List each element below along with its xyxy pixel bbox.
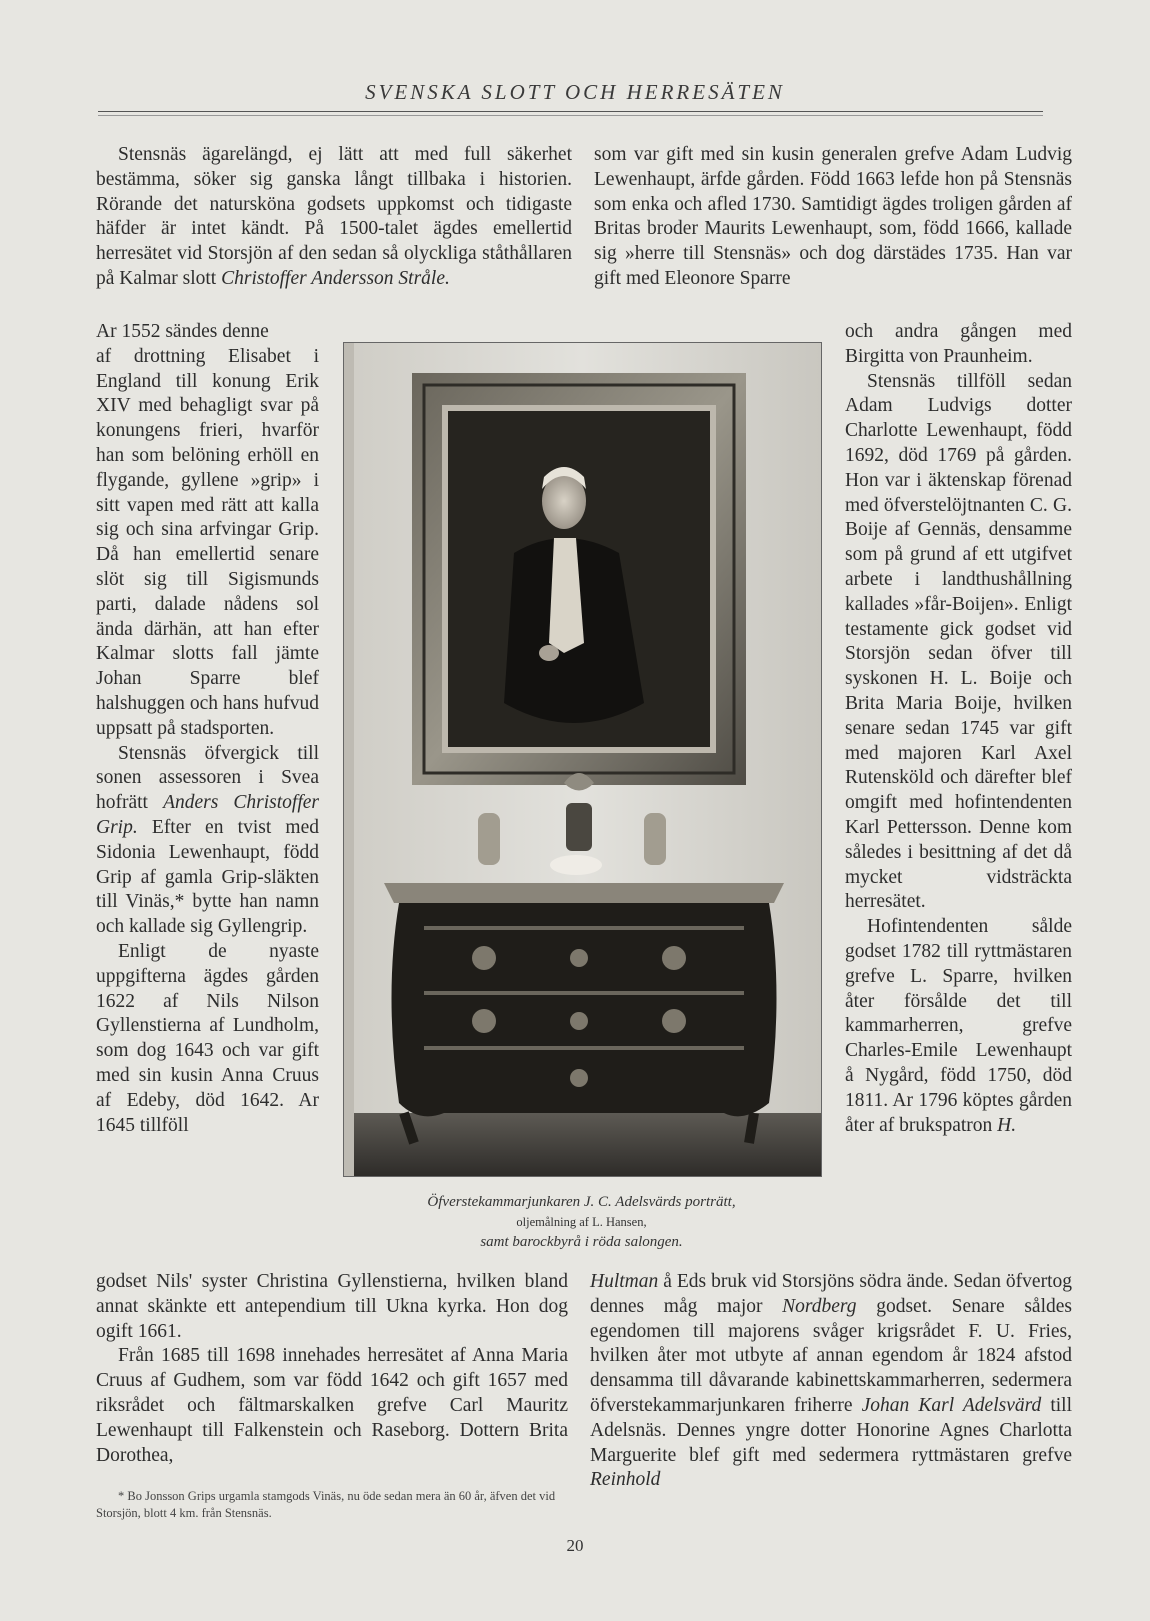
paragraph-text: Ar 1552 sändes denne (96, 321, 269, 342)
paragraph-text: å Eds bruk vid Storsjöns södra ände. Sedan öfvertog dennes måg major (590, 1271, 1072, 1317)
left-column-bottom (96, 1270, 568, 1468)
running-head: SVENSKA SLOTT OCH HERRESÄTEN (365, 80, 785, 104)
paragraph-text: godset. Senare såldes egendomen till majorens svåger krigsrådet F. U. Fries, hvilken åter mot utbyte af annan egendom år 1824 afstod densamma till dåvarande kabinettskammarherren, sedermera öfverstekammarjunkaren friherre (590, 1295, 1072, 1416)
portrait-and-bureau-image (344, 343, 821, 1176)
person-name: H. (997, 1114, 1017, 1136)
paragraph-text: och andra gången med Birgitta von Praunheim. (845, 321, 1072, 367)
page-number: 20 (566, 1536, 584, 1555)
paragraph-text: till Adelsnäs. Dennes yngre dotter Honorine Agnes Charlotta Marguerite blef gift med sedermera ryttmästaren grefve (590, 1394, 1072, 1466)
person-name: Reinhold (590, 1469, 661, 1491)
right-narrow-column (845, 320, 1072, 1138)
caption-line: Öfverstekammarjunkaren J. C. Adelsvärds porträtt, (427, 1194, 736, 1210)
paragraph-text: af drottning Elisabet i England till konung Erik XIV med behagligt svar på konungens frieri, hvarför han som belöning erhöll en flygande, gyllene »grip» i sitt vapen med rätt att kalla sig och sina arfvingar Grip. Då han emellertid senare slöt sig till Sigismunds parti, dalade nådens sol ända därhän, att han efter Kalmar slotts fall jämte Johan Sparre blef halshuggen och hans hufvud uppsatt på stadsporten. (96, 345, 319, 739)
paragraph-text: Hofintendenten sålde godset 1782 till ryttmästaren grefve L. Sparre, hvilken åter försålde det till kammarherren, grefve Charles-Emile Lewenhaupt å Nygård, född 1750, död 1811. Ar 1796 köptes gården åter af brukspatron (845, 916, 1072, 1136)
figure-caption (343, 1192, 820, 1252)
vase-right (644, 813, 666, 865)
person-name: Johan Karl Adelsvärd (861, 1394, 1042, 1416)
paragraph-text: Stensnäs öfvergick till sonen assessoren i Svea hofrätt (96, 742, 319, 814)
person-name: Nordberg (782, 1295, 857, 1317)
left-narrow-column (96, 320, 319, 1138)
person-name: Christoffer Andersson Stråle. (221, 267, 450, 289)
paragraph-text: Från 1685 till 1698 innehades herresätet af Anna Maria Cruus af Gudhem, som var född 1642 och gift 1657 med riksrådet och fältmarskalken grefve Carl Mauritz Lewenhaupt till Falkenstein och Raseborg. Dottern Brita Dorothea, (96, 1345, 568, 1466)
caption-line: oljemålning af L. Hansen, (516, 1215, 647, 1229)
paragraph-text: Efter en tvist med Sidonia Lewenhaupt, född Grip af gamla Grip-släkten till Vinäs,* bytte han namn och kallade sig Gyllengrip. (96, 816, 319, 938)
vase-left (478, 813, 500, 865)
paragraph-text: som var gift med sin kusin generalen grefve Adam Ludvig Lewenhaupt, ärfde gården. Född 1663 lefde hon på Stensnäs som enka och afled 1730. Samtidigt ägdes troligen gården af Britas broder Maurits Lewenhaupt, som, född 1666, kallade sig »herre till Stensnäs» och dog därstädes 1735. Han var gift med Eleonore Sparre (594, 144, 1072, 289)
left-column-top (96, 143, 572, 292)
header-rule (98, 111, 1043, 112)
person-name: Hultman (590, 1271, 659, 1292)
header-rule-thin (98, 115, 1043, 116)
person-name: Anders Christoffer Grip. (96, 792, 320, 838)
right-column-top (594, 143, 1072, 292)
mantel-clock (566, 803, 592, 851)
paragraph-text: godset Nils' syster Christina Gyllenstierna, hvilken bland annat skänkte ett antependium till Ukna kyrka. Hon dog ogift 1661. (96, 1271, 568, 1342)
right-column-bottom (590, 1270, 1072, 1493)
paragraph-text: Stensnäs ägarelängd, ej lätt att med full säkerhet bestämma, söker sig ganska långt tillbaka i historien. Rörande det natursköna godsets uppkomst och tidigaste häfder är intet kändt. På 1500-talet ägdes emellertid herresätet vid Storsjön af den sedan så olyckliga ståthållaren på Kalmar slott (96, 144, 572, 289)
footnote: * Bo Jonsson Grips urgamla stamgods Vinäs, nu öde sedan mera än 60 år, äfven det vid Storsjön, blott 4 km. från Stensnäs. (96, 1489, 556, 1520)
paragraph-text: Enligt de nyaste uppgifterna ägdes gården 1622 af Nils Nilson Gyllenstierna af Lundholm, som dog 1643 och var gift med sin kusin Anna Cruus af Edeby, död 1642. Ar 1645 tillföll (96, 940, 319, 1136)
caption-line: samt barockbyrå i röda salongen. (480, 1234, 683, 1250)
figure-photo (343, 342, 822, 1177)
paragraph-text: Stensnäs tillföll sedan Adam Ludvigs dotter Charlotte Lewenhaupt, född 1692, död 1769 på gården. Hon var i äktenskap förenad med öfverstelöjtnanten C. G. Boije af Gennäs, densamme som på grund af ett utgifvet arbete i landthushållning kallades »får-Boijen». Enligt testamente gick godset vid Storsjön sedan öfver till syskonen H. L. Boije och Brita Maria Boije, hvilken senare sedan 1745 var gift med majoren Karl Axel Rutensköld och därefter blef omgift med hofintendenten Karl Pettersson. Denne kom således i besittning af det då mycket vidsträckta herresätet. (845, 370, 1072, 913)
